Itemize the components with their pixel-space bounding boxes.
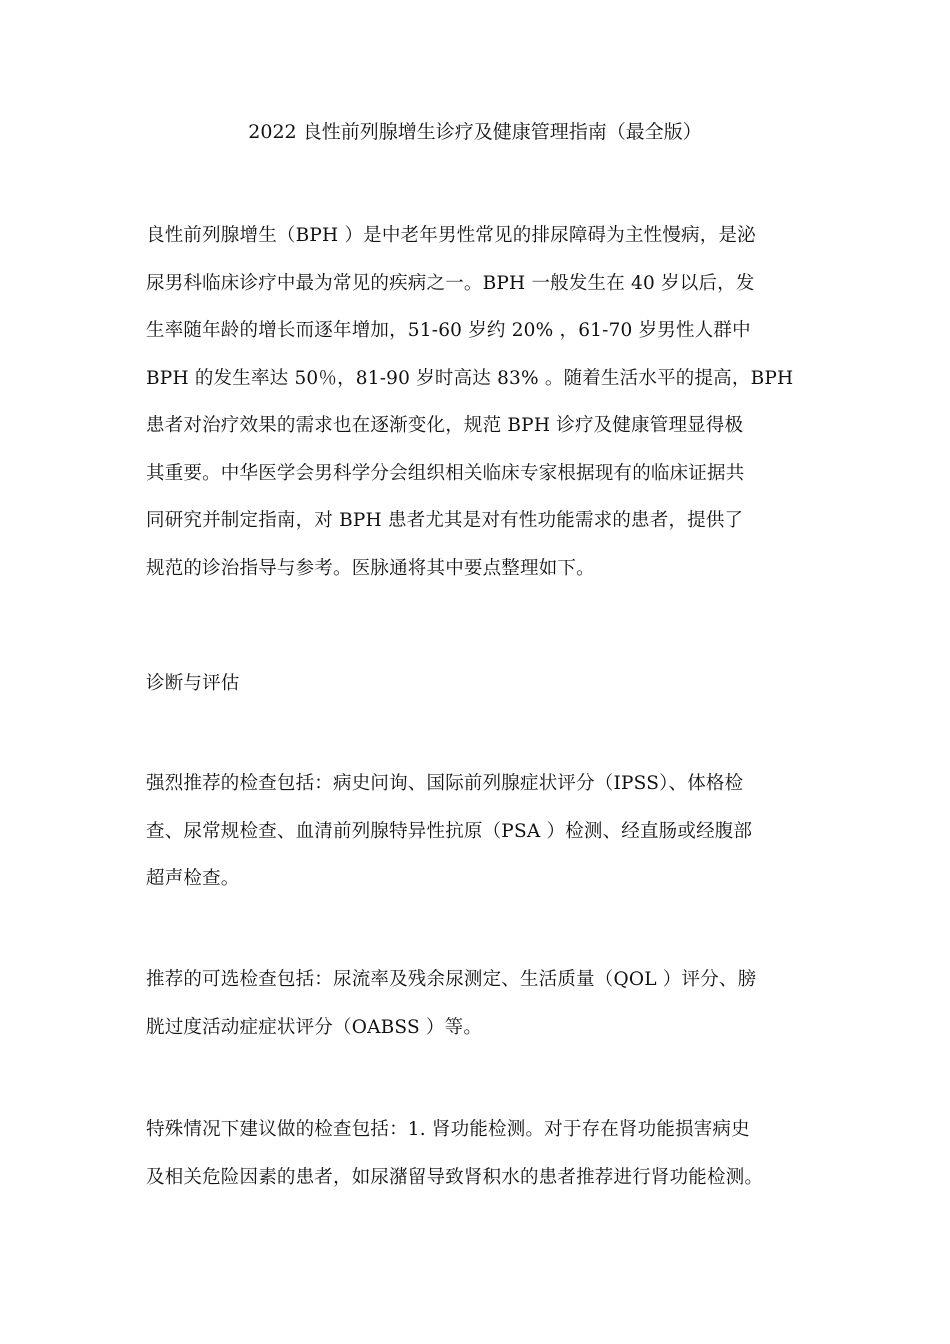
intro-line: 规范的诊治指导与参考。医脉通将其中要点整理如下。 <box>146 557 595 579</box>
intro-line: 生率随年龄的增长而逐年增加，51-60 岁约 20% ，61-70 岁男性人群中 <box>146 320 751 341</box>
paragraph-line: 及相关危险因素的患者，如尿潴留导致肾积水的患者推荐进行肾功能检测。 <box>146 1166 764 1188</box>
document-title: 2022 良性前列腺增生诊疗及健康管理指南（最全版） <box>248 121 702 143</box>
intro-line: BPH 的发生率达 50％，81-90 岁时高达 83% 。随着生活水平的提高，BPH <box>146 367 794 389</box>
strongly-recommended-paragraph <box>146 760 814 903</box>
paragraph-line: 特殊情况下建议做的检查包括：1. 肾功能检测。对于存在肾功能损害病史 <box>146 1119 750 1140</box>
paragraph-line: 胱过度活动症症状评分（OABSS ）等。 <box>146 1016 483 1038</box>
paragraph-line: 查、尿常规检查、血清前列腺特异性抗原（PSA ）检测、经直肠或经腹部 <box>146 820 753 842</box>
intro-paragraph <box>146 212 814 592</box>
intro-line: 其重要。中华医学会男科学分会组织相关临床专家根据现有的临床证据共 <box>146 462 745 484</box>
intro-line: 良性前列腺增生（BPH ）是中老年男性常见的排尿障碍为主性慢病，是泌 <box>146 225 756 246</box>
intro-line: 患者对治疗效果的需求也在逐渐变化，规范 BPH 诊疗及健康管理显得极 <box>146 415 744 436</box>
paragraph-line: 强烈推荐的检查包括：病史问询、国际前列腺症状评分（IPSS）、体格检 <box>146 773 744 794</box>
intro-line: 同研究并制定指南，对 BPH 患者尤其是对有性功能需求的患者，提供了 <box>146 510 744 531</box>
paragraph-line: 推荐的可选检查包括：尿流率及残余尿测定、生活质量（QOL ）评分、膀 <box>146 969 757 990</box>
intro-line: 尿男科临床诊疗中最为常见的疾病之一。BPH 一般发生在 40 岁以后，发 <box>146 272 755 294</box>
paragraph-line: 超声检查。 <box>146 868 240 889</box>
optional-tests-paragraph <box>146 956 814 1051</box>
section-heading: 诊断与评估 <box>146 673 240 694</box>
special-cases-paragraph <box>146 1106 814 1201</box>
